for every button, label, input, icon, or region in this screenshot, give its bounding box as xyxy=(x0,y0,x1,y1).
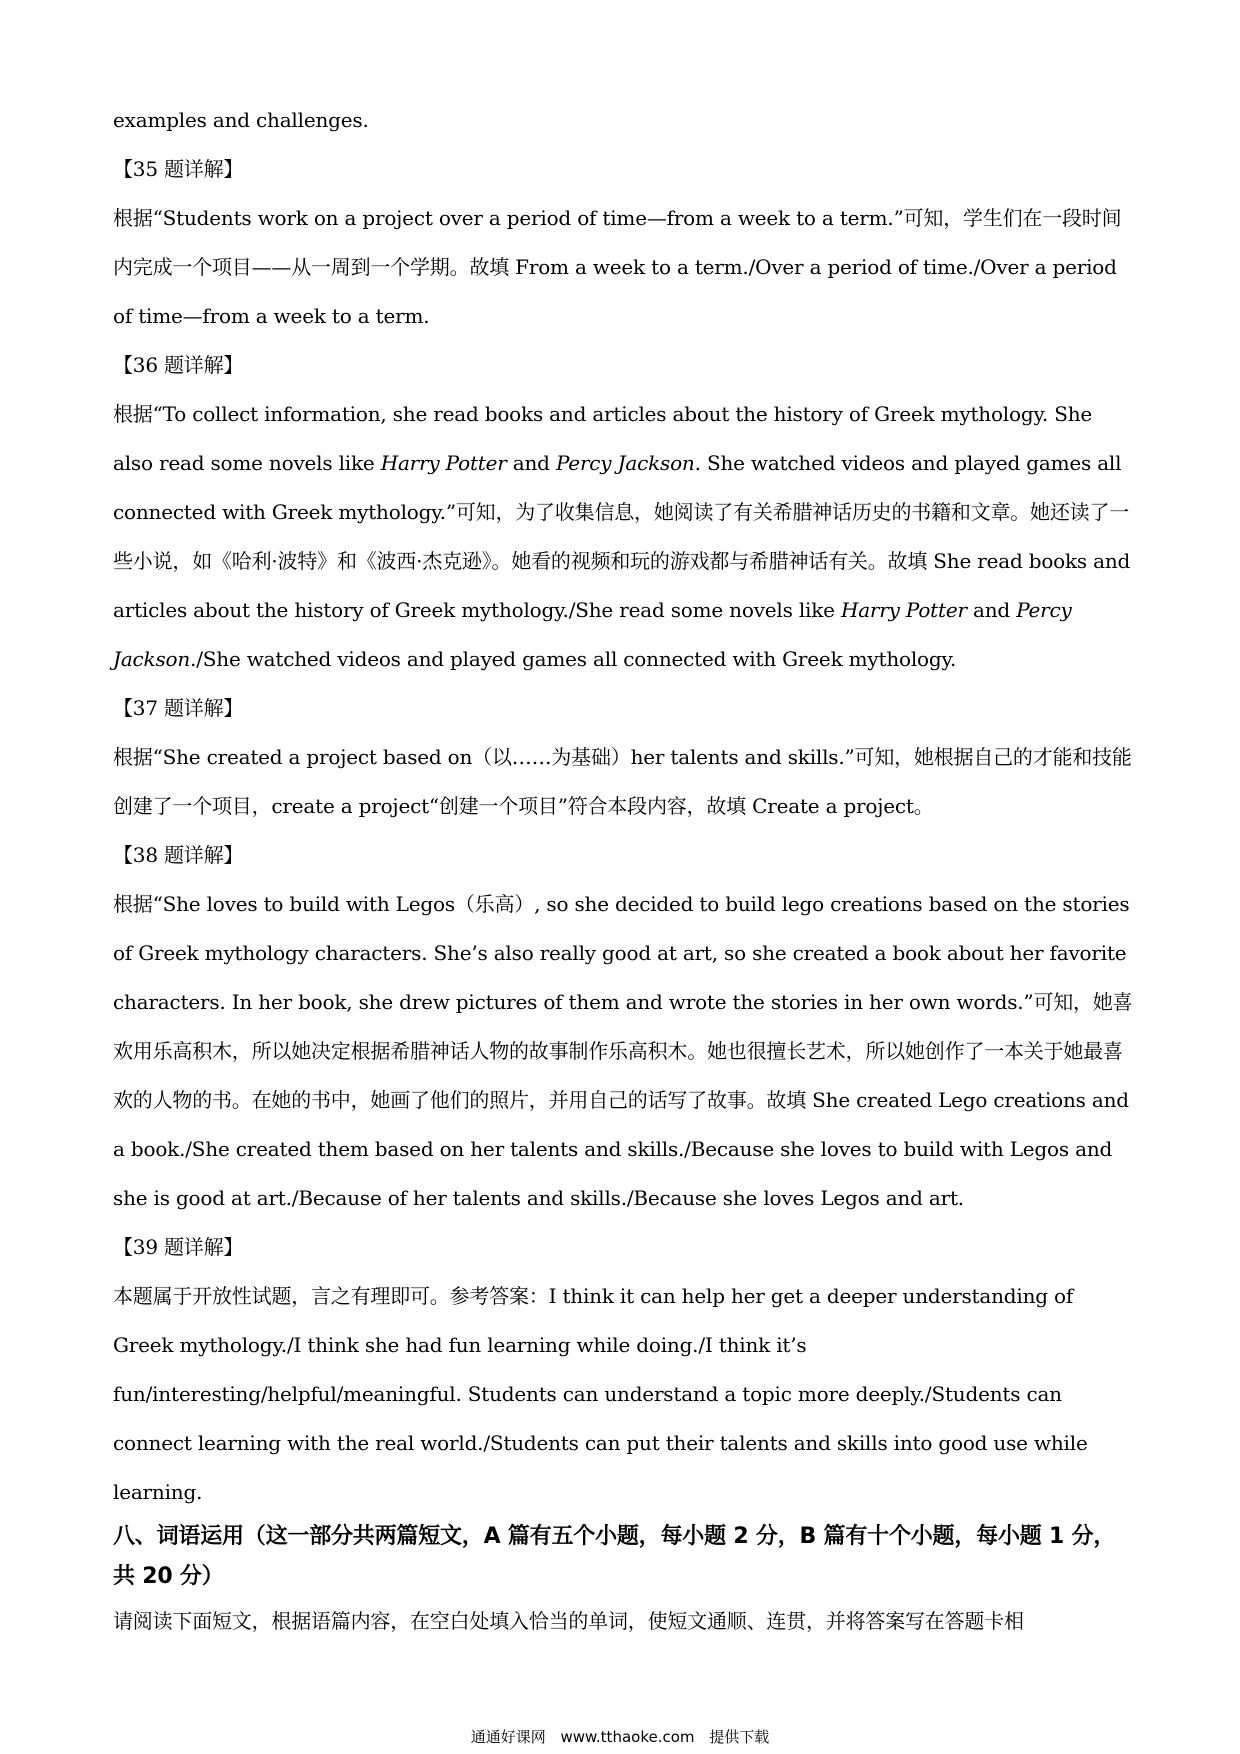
explanation-36 xyxy=(113,390,1133,684)
footer-site-name: 通通好课网 xyxy=(470,1728,546,1746)
book-title-harry-potter-2: Harry Potter xyxy=(840,598,967,622)
paragraph-34-tail: examples and challenges. xyxy=(113,108,369,132)
book-title-percy-jackson: Percy Jackson xyxy=(555,451,695,475)
book-title-percy-jackson-2: Percy Jackson. xyxy=(113,598,1072,671)
explanation-39: 本题属于开放性试题，言之有理即可。参考答案：I think it can help her get a deeper understanding of Greek mythology./I think she had fun learning while doing./I think it’s fun/interesting/helpful/meaningful. Students can understand a topic more deeply./Students can connect learning with the real world./Students can put their talents and skills into good use while learning. xyxy=(113,1284,1088,1504)
page-content xyxy=(113,96,1133,1646)
footer-url[interactable]: www.tthaoke.com xyxy=(560,1728,695,1746)
heading-37: 【37 题详解】 xyxy=(113,696,244,720)
book-title-harry-potter: Harry Potter xyxy=(380,451,507,475)
heading-36: 【36 题详解】 xyxy=(113,353,244,377)
page-footer xyxy=(0,1727,1240,1747)
explanation-36-text-a: 根据“To collect information, she read books and articles about the history of Greek mythology. She also read some novels like xyxy=(113,402,1093,475)
explanation-36-text-e: /She watched videos and played games all connected with Greek mythology. xyxy=(196,647,957,671)
footer-note: 提供下载 xyxy=(709,1728,770,1746)
explanation-38: 根据“She loves to build with Legos（乐高）, so she decided to build lego creations based on the stories of Greek mythology characters. She’s also really good at art, so she created a book about her favorite characters. In her book, she drew pictures of them and wrote the stories in her own words.”可知，她喜欢用乐高积木，所以她决定根据希腊神话人物的故事制作乐高积木。她也很擅长艺术，所以她创作了一本关于她最喜欢的人物的书。在她的书中，她画了他们的照片，并用自己的话写了故事。故填 She created Lego creations and a book./She created them based on her talents and skills./Because she loves to build with Legos and she is good at art./Because of her talents and skills./Because she loves Legos and art. xyxy=(113,892,1133,1210)
heading-38: 【38 题详解】 xyxy=(113,843,244,867)
explanation-37: 根据“She created a project based on（以……为基础）her talents and skills.”可知，她根据自己的才能和技能创建了一个项目，create a project“创建一个项目”符合本段内容，故填 Create a project。 xyxy=(113,745,1132,818)
explanation-35: 根据“Students work on a project over a period of time—from a week to a term.”可知，学生们在一段时间内完成一个项目——从一周到一个学期。故填 From a week to a term./Over a period of time./Over a period of time—from a week to a term. xyxy=(113,206,1122,328)
heading-35: 【35 题详解】 xyxy=(113,157,244,181)
explanation-36-text-b: and xyxy=(506,451,556,475)
explanation-36-text-c: . She watched videos and played games all connected with Greek mythology.”可知，为了收集信息，她阅读了有关希腊神话历史的书籍和文章。她还读了一些小说，如《哈利·波特》和《波西·杰克逊》。她看的视频和玩的游戏都与希腊神话有关。故填 She read books and articles about the history of Greek mythology./She read some novels like xyxy=(113,451,1131,622)
section-8-title: 八、词语运用（这一部分共两篇短文，A 篇有五个小题，每小题 2 分，B 篇有十个小题，每小题 1 分，共 20 分） xyxy=(113,1524,1116,1589)
heading-39: 【39 题详解】 xyxy=(113,1235,244,1259)
section-8-instruction: 请阅读下面短文，根据语篇内容，在空白处填入恰当的单词，使短文通顺、连贯，并将答案写在答题卡相 xyxy=(113,1609,1024,1633)
explanation-36-text-d: and xyxy=(966,598,1017,622)
